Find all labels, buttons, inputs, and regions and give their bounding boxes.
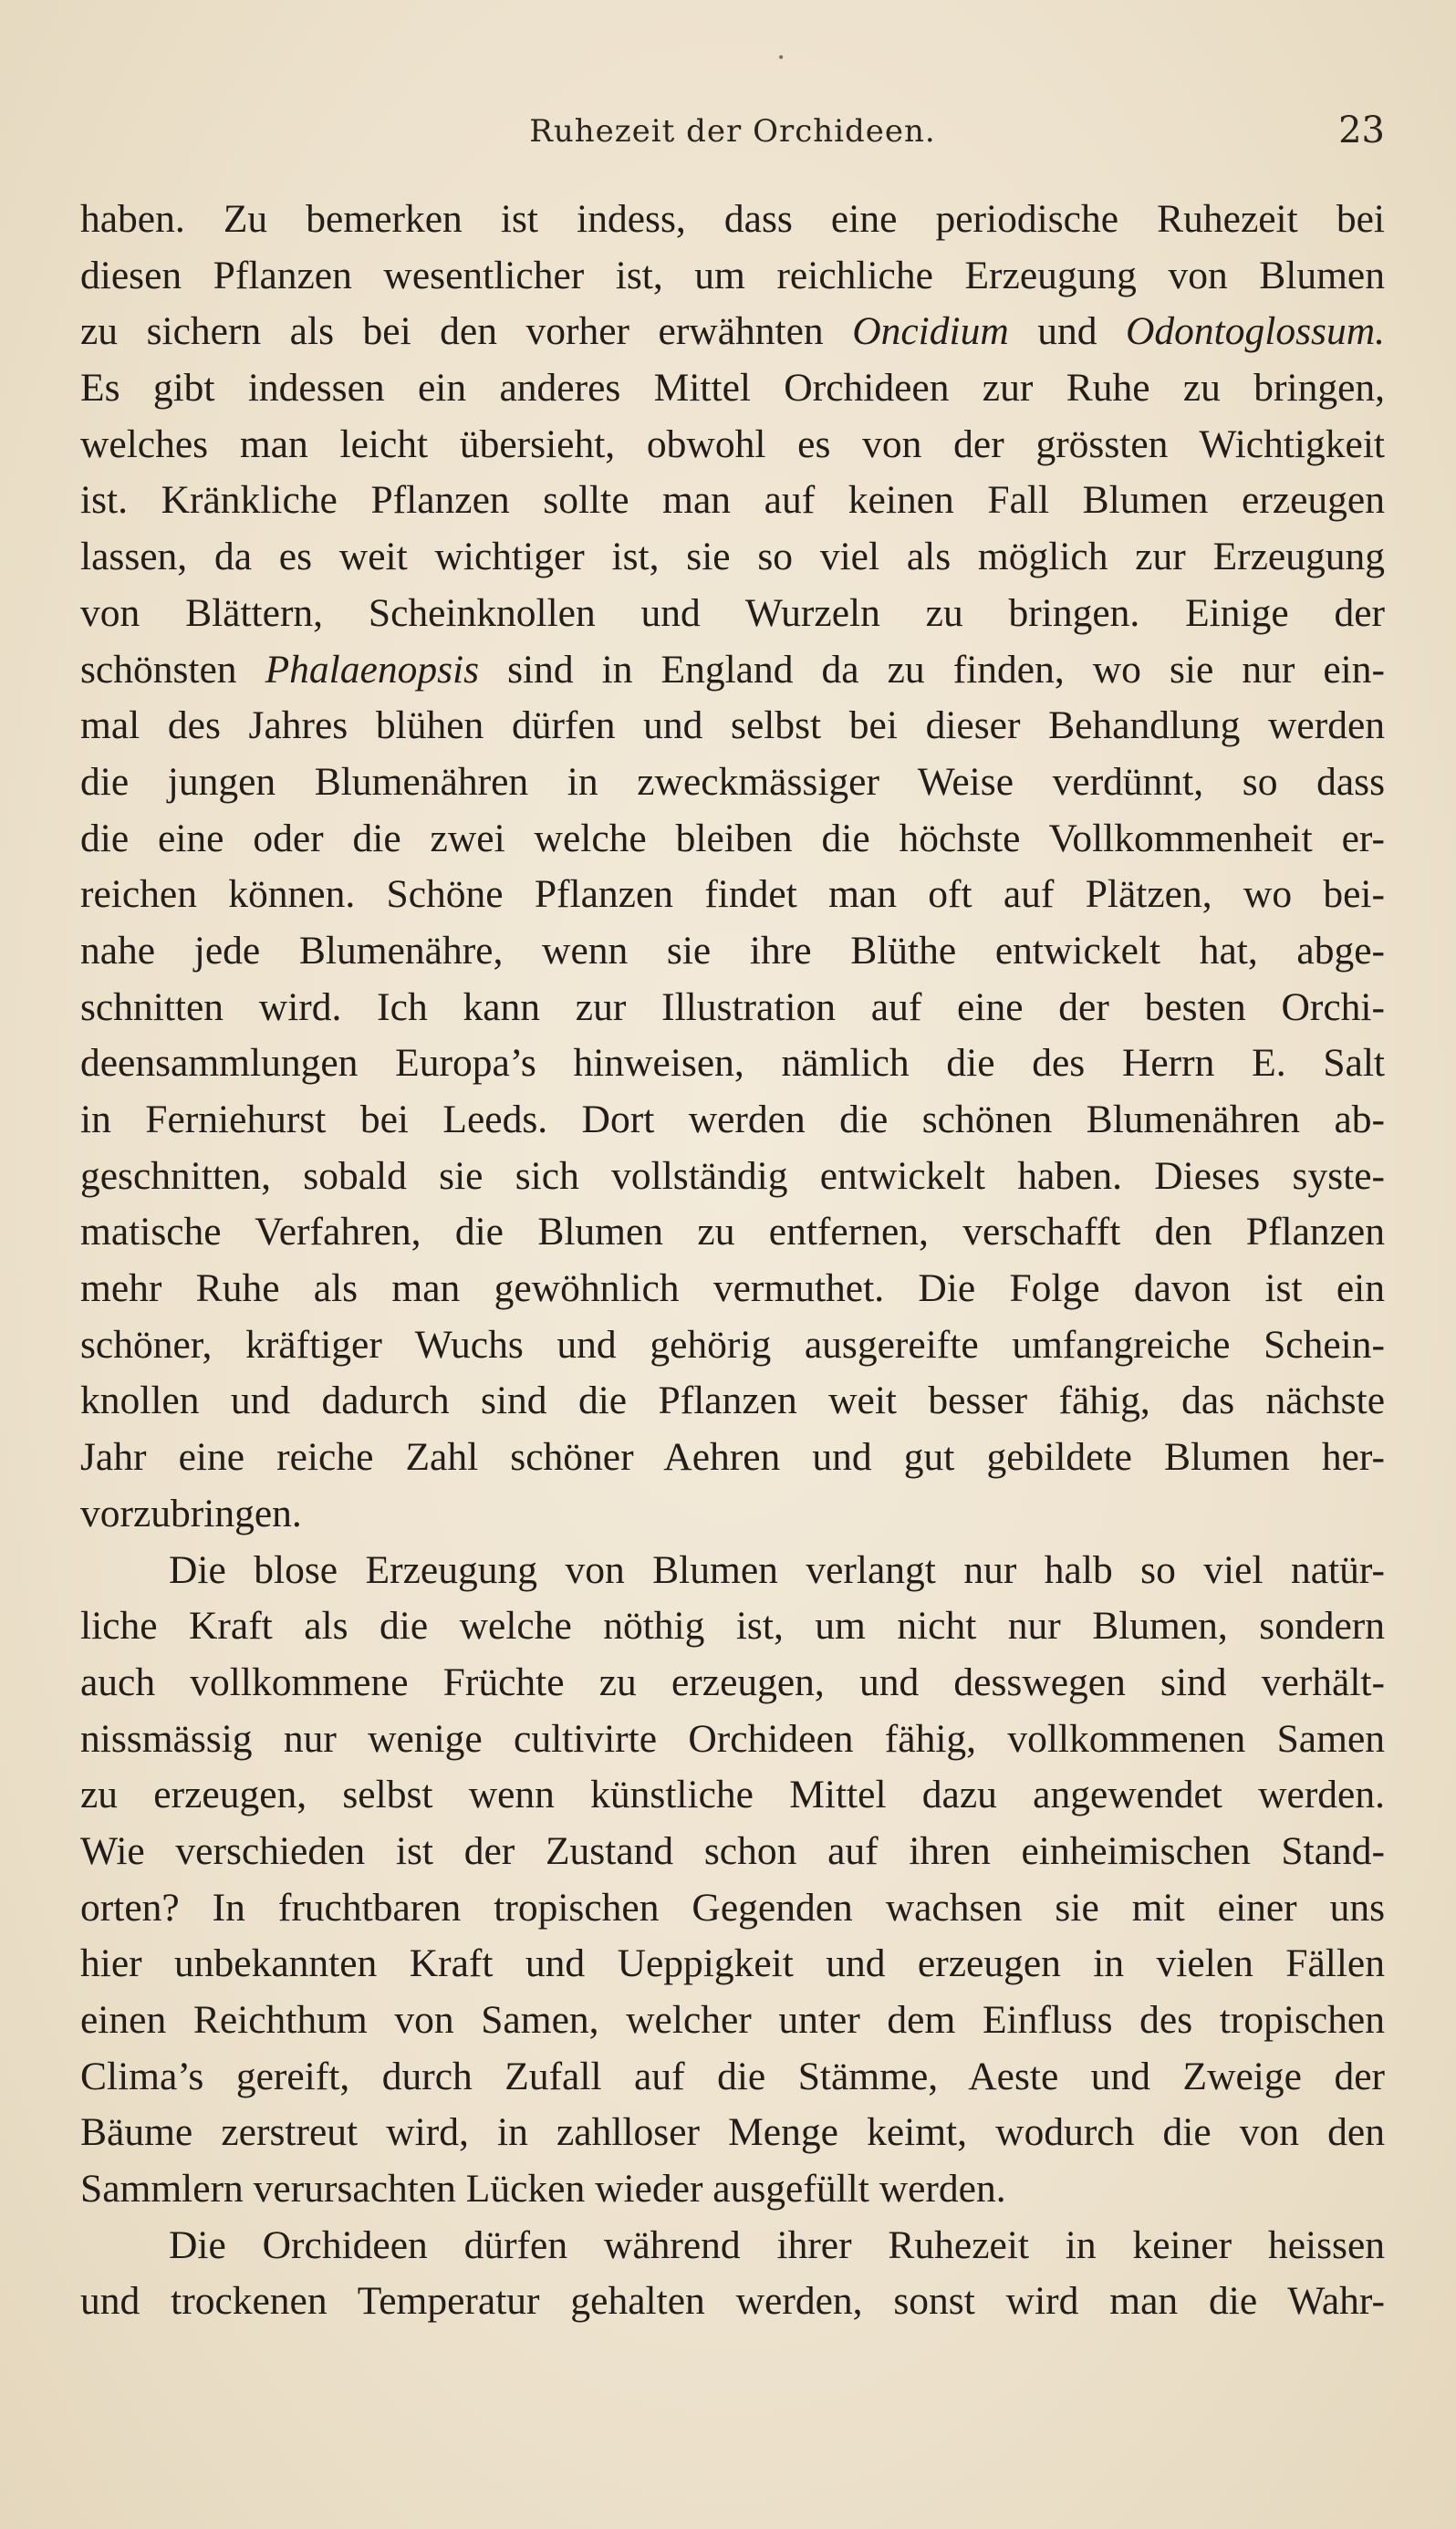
italic-term: Oncidium: [852, 309, 1009, 354]
page-header: [80, 106, 1385, 161]
page-number: 23: [1338, 109, 1385, 151]
text-line: Clima’s gereift, durch Zufall auf die Stämme, Aeste und Zweige der: [80, 2054, 1385, 2098]
text-line: knollen und dadurch sind die Pflanzen weit besser fähig, das nächste: [80, 1379, 1385, 1423]
text-line: welches man leicht übersieht, obwohl es von der grössten Wichtigkeit: [80, 422, 1385, 466]
text-segment: und: [1008, 309, 1127, 354]
text-line: matische Verfahren, die Blumen zu entfernen, verschafft den Pflanzen: [80, 1210, 1385, 1254]
text-line: mal des Jahres blühen dürfen und selbst bei dieser Behandlung werden: [80, 703, 1385, 748]
text-segment: zu sichern als bei den vorher erwähnten: [80, 309, 853, 354]
text-line: von Blättern, Scheinknollen und Wurzeln zu bringen. Einige der: [80, 590, 1385, 635]
text-line: diesen Pflanzen wesentlicher ist, um reichliche Erzeugung von Blumen: [80, 253, 1385, 297]
text-line: geschnitten, sobald sie sich vollständig entwickelt haben. Dieses syste-: [80, 1153, 1385, 1198]
text-line: Die Orchideen dürfen während ihrer Ruhezeit in keiner heissen: [169, 2222, 1385, 2267]
text-segment: sind in England da zu finden, wo sie nur ein-: [479, 647, 1385, 692]
text-line: schnitten wird. Ich kann zur Illustration auf eine der besten Orchi-: [80, 984, 1385, 1029]
ink-speck: •: [777, 51, 785, 66]
text-line: haben. Zu bemerken ist indess, dass eine periodische Ruhezeit bei: [80, 197, 1385, 241]
italic-term: Phalaenopsis: [265, 647, 480, 692]
text-line: die eine oder die zwei welche bleiben die höchste Vollkommenheit er-: [80, 816, 1385, 860]
text-line: [80, 304, 1385, 360]
text-line: Jahr eine reiche Zahl schöner Aehren und gut gebildete Blumen her-: [80, 1435, 1385, 1480]
text-line: in Ferniehurst bei Leeds. Dort werden die schönen Blumenähren ab-: [80, 1098, 1385, 1141]
text-line: Bäume zerstreut wird, in zahlloser Menge keimt, wodurch die von den: [80, 2110, 1385, 2155]
text-line: liche Kraft als die welche nöthig ist, um nicht nur Blumen, sondern: [80, 1604, 1385, 1649]
text-line: reichen können. Schöne Pflanzen findet man oft auf Plätzen, wo bei-: [80, 872, 1385, 917]
text-line: vorzubringen.: [80, 1491, 302, 1535]
text-line: Wie verschieden ist der Zustand schon auf ihren einheimischen Stand-: [80, 1828, 1385, 1873]
body-text: [80, 192, 1385, 2330]
text-line: deensammlungen Europa’s hinweisen, nämlich die des Herrn E. Salt: [80, 1041, 1385, 1086]
text-line: Sammlern verursachten Lücken wieder ausgefüllt werden.: [80, 2167, 1006, 2212]
text-line: nissmässig nur wenige cultivirte Orchideen fähig, vollkommenen Samen: [80, 1716, 1385, 1761]
text-line: Die blose Erzeugung von Blumen verlangt nur halb so viel natür-: [169, 1547, 1385, 1592]
text-line: ist. Kränkliche Pflanzen sollte man auf keinen Fall Blumen erzeugen: [80, 478, 1385, 523]
text-line: schöner, kräftiger Wuchs und gehörig ausgereifte umfangreiche Schein-: [80, 1322, 1385, 1367]
text-line: auch vollkommene Früchte zu erzeugen, und desswegen sind verhält-: [80, 1660, 1385, 1704]
text-line: zu erzeugen, selbst wenn künstliche Mittel dazu angewendet werden.: [80, 1773, 1385, 1817]
text-line: orten? In fruchtbaren tropischen Gegenden wachsen sie mit einer uns: [80, 1885, 1385, 1930]
text-line: [80, 642, 1385, 699]
text-line: lassen, da es weit wichtiger ist, sie so viel als möglich zur Erzeugung: [80, 535, 1385, 579]
text-line: hier unbekannten Kraft und Ueppigkeit und erzeugen in vielen Fällen: [80, 1941, 1385, 1986]
text-line: und trockenen Temperatur gehalten werden, sonst wird man die Wahr-: [80, 2279, 1385, 2324]
running-title: Ruhezeit der Orchideen.: [529, 113, 936, 150]
text-line: Es gibt indessen ein anderes Mittel Orchideen zur Ruhe zu bringen,: [80, 366, 1385, 411]
text-line: die jungen Blumenähren in zweckmässiger Weise verdünnt, so dass: [80, 759, 1385, 804]
italic-term: Odontoglossum.: [1126, 309, 1385, 354]
text-segment: schönsten: [80, 647, 265, 692]
text-line: einen Reichthum von Samen, welcher unter dem Einfluss des tropischen: [80, 1998, 1385, 2042]
text-line: nahe jede Blumenähre, wenn sie ihre Blüthe entwickelt hat, abge-: [80, 928, 1385, 973]
text-line: mehr Ruhe als man gewöhnlich vermuthet. Die Folge davon ist ein: [80, 1266, 1385, 1311]
